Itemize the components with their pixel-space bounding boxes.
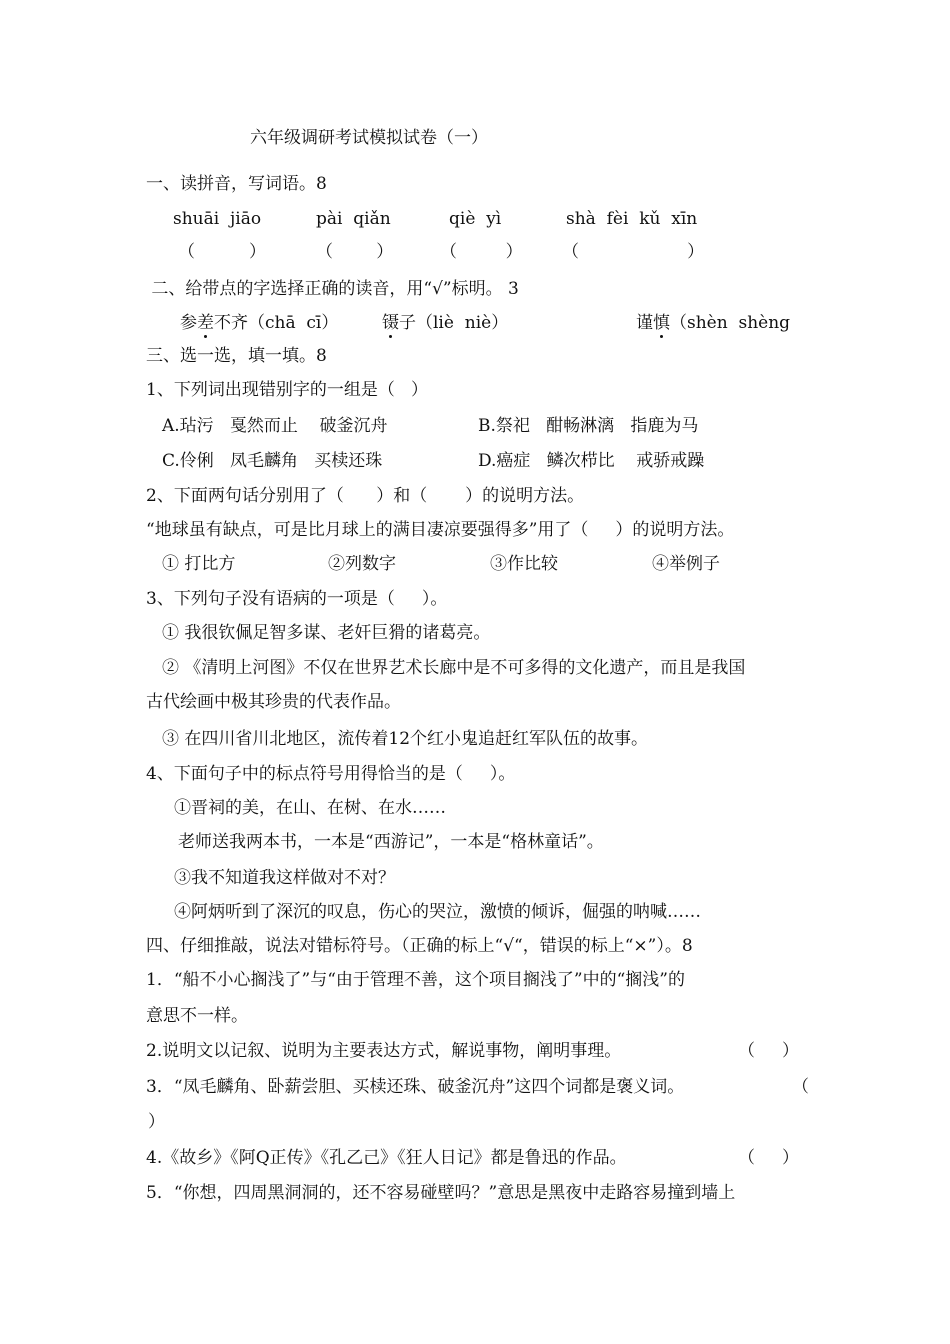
judge-item-3: 3．“凤毛麟角、卧薪尝胆、买椟还珠、破釜沉舟”这四个词都是褒义词。 [146,1077,685,1097]
reading-choice-item [382,311,508,335]
dotted-character: 差 [197,313,214,333]
judge-item-2-blank: （ ） [738,1041,800,1061]
word-suffix-with-pinyin: 子（liè niè） [399,313,509,333]
option-c: C.伶俐 凤毛麟角 买椟还珠 [162,451,383,471]
judge-item-5: 5．“你想，四周黑洞洞的，还不容易碰壁吗？”意思是黑夜中走路容易撞到墙上 [146,1183,736,1203]
q3-option-2-cont: 古代绘画中极其珍贵的代表作品。 [146,692,401,712]
method-option: ④举例子 [652,554,720,574]
judge-item-3-blank-open: （ [792,1077,809,1097]
pinyin-item: qiè yì [449,209,502,229]
judge-item-1-cont: 意思不一样。 [146,1006,248,1026]
word-suffix-with-pinyin: 不齐（chā cī） [214,313,339,333]
judge-item-1: 1．“船不小心搁浅了”与“由于管理不善，这个项目搁浅了”中的“搁浅”的 [146,970,685,990]
question-3: 3、下列句子没有语病的一项是（ ）。 [146,589,448,609]
answer-blank: （ ） [440,242,523,262]
section-1-heading: 一、读拼音，写词语。8 [146,174,327,194]
option-a: A.玷污 戛然而止 破釜沉舟 [162,416,388,436]
reading-choice-item [636,311,790,335]
q4-option-1: ①晋祠的美，在山、在树、在水…… [174,798,446,818]
answer-blank: （ ） [316,242,394,262]
q4-option-2: 老师送我两本书，一本是“西游记”，一本是“格林童话”。 [178,832,604,852]
judge-item-4-blank: （ ） [738,1148,800,1168]
section-4-heading: 四、仔细推敲，说法对错标符号。（正确的标上“√“，错误的标上“×”）。8 [146,936,693,956]
section-2-heading: 二、给带点的字选择正确的读音，用“√”标明。 3 [146,279,519,299]
q4-option-4: ④阿炳听到了深沉的叹息，伤心的哭泣，激愤的倾诉，倔强的呐喊…… [174,902,701,922]
question-2: 2、下面两句话分别用了（ ）和（ ）的说明方法。 [146,486,585,506]
word-prefix: 谨 [636,313,653,333]
method-option: ②列数字 [328,554,396,574]
q3-option-1: ① 我很钦佩足智多谋、老奸巨猾的诸葛亮。 [162,623,491,643]
word-prefix: 参 [180,313,197,333]
answer-blank: （ ） [178,242,267,262]
method-option: ① 打比方 [162,554,236,574]
word-suffix-with-pinyin: （shèn shèng [670,313,791,333]
judge-item-4: 4.《故乡》《阿Q正传》《孔乙己》《狂人日记》都是鲁迅的作品。 [146,1148,627,1168]
section-3-heading: 三、选一选，填一填。8 [146,346,327,366]
page-title: 六年级调研考试模拟试卷（一） [250,128,488,148]
pinyin-item: shà fèi kǔ xīn [566,209,698,229]
pinyin-item: pài qiǎn [316,209,391,229]
question-4: 4、下面句子中的标点符号用得恰当的是（ ）。 [146,764,516,784]
option-d: D.癌症 鳞次栉比 戒骄戒躁 [478,451,705,471]
q3-option-2: ② 《清明上河图》不仅在世界艺术长廊中是不可多得的文化遗产，而且是我国 [162,658,746,678]
judge-item-3-blank-close: ） [148,1112,165,1132]
dotted-character: 慎 [653,313,670,333]
option-b: B.祭祀 酣畅淋漓 指鹿为马 [478,416,699,436]
question-2-sentence: “地球虽有缺点，可是比月球上的满目凄凉要强得多”用了（ ）的说明方法。 [146,520,735,540]
q4-option-3: ③我不知道我这样做对不对？ [174,868,395,888]
question-1: 1、下列词出现错别字的一组是（ ） [146,380,429,400]
judge-item-2: 2.说明文以记叙、说明为主要表达方式，解说事物，阐明事理。 [146,1041,622,1061]
answer-blank: （ ） [562,242,705,262]
q3-option-3: ③ 在四川省川北地区，流传着12个红小鬼追赶红军队伍的故事。 [162,729,649,749]
pinyin-item: shuāi jiāo [173,209,262,229]
reading-choice-item [180,311,338,335]
method-option: ③作比较 [490,554,558,574]
dotted-character: 镊 [382,313,399,333]
